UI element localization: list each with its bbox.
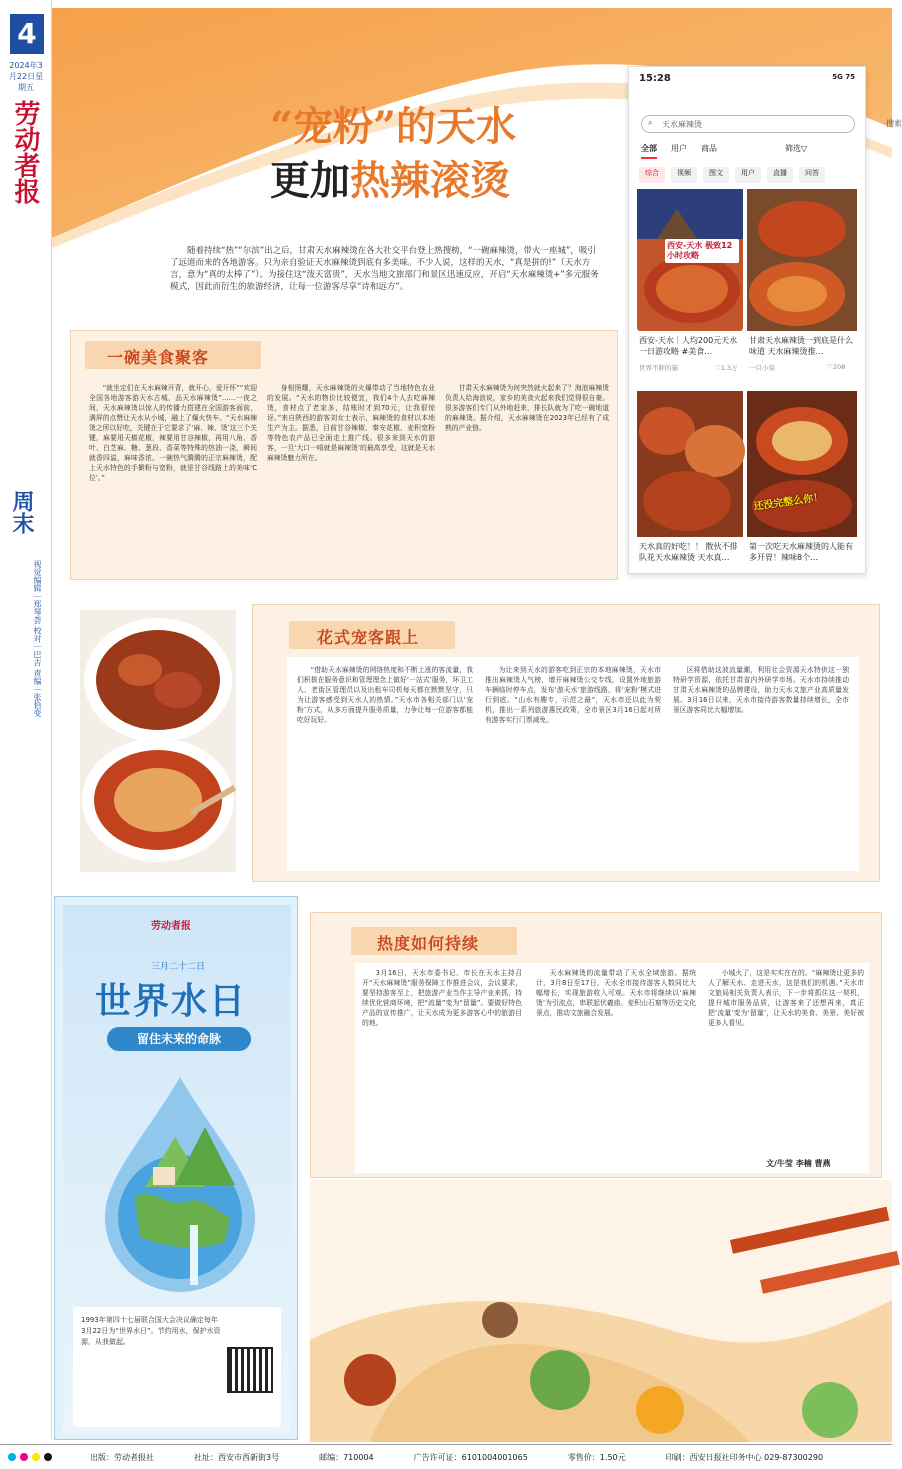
section-1: [70, 330, 618, 580]
search-text: 天水麻辣烫: [662, 120, 702, 129]
section-2-title: 花式宠客跟上: [317, 628, 420, 647]
poster-globe-illustration: [95, 1067, 265, 1297]
tile-2-author: 一只小柒: [749, 364, 775, 372]
post-tile-1[interactable]: [637, 189, 743, 331]
search-button[interactable]: 搜索: [886, 119, 902, 128]
tile-1-like-count: 1.3万: [720, 364, 738, 372]
phone-time: 15:28: [639, 73, 671, 84]
article-byline: 文/牛莹 李楠 曹燕: [766, 1159, 831, 1168]
footer-address: 社址：西安市西新街3号: [194, 1452, 280, 1462]
search-icon: ⌕: [648, 118, 653, 127]
section-3-col-1: 3月16日，天水市委书记、市长在天水主持召开“天水麻辣烫”服务保障工作推进会议，会议要求，要坚持游客至上，把旅游产业当作主导产业来抓，持续优化营商环境，把“流量”变为“留量”。要做好特色产品的宣传推广，让天水成为更多游客心中的旅游目的地。: [362, 969, 522, 1027]
section-1-col-2: 身相照耀，天水麻辣烫的火爆带动了当地特色农业的发展。“天水的物价比较便宜，我们4个人去吃麻辣烫，食材点了老家多，结账时才到70元，让我很惊讶。”来自陕西的游客刘女士表示，麻辣烫的食材以本地生产为主。据悉，目前甘谷辣椒、秦安花椒、麦积宽粉等特色农产品已全面走上推广线。很多来到天水的游客，一旦‘大口一啃就是麻辣烫’的最高享受，这就是天水麻辣烫魅力所在。: [267, 384, 435, 462]
paper-logo: 劳动者报: [10, 100, 40, 204]
black-dot: [44, 1453, 52, 1461]
poster-note: 1993年第四十七届联合国大会决议确定每年3月22日为“世界水日”。节约用水，保护水资源，从我做起。: [81, 1316, 221, 1346]
qr-icon[interactable]: [227, 1347, 273, 1393]
tile-2-likes: [827, 363, 845, 371]
headline-part-1: “宠粉”的天水: [270, 103, 517, 150]
tile-4-caption: 第一次吃天水麻辣烫的人能有多开胃！辣味8个…: [749, 542, 853, 562]
food-illustration-image: [310, 1180, 892, 1442]
headline-line-2: [270, 154, 620, 208]
section-1-title: 一碗美食聚客: [107, 348, 210, 367]
section-name: 周末: [9, 490, 34, 534]
tile-2-image: [747, 189, 857, 331]
footer-publisher: 出版：劳动者报社: [90, 1452, 154, 1462]
phone-tabs: [641, 143, 861, 159]
footer-license: 广告许可证：6101004001065: [413, 1452, 528, 1462]
footer-printer: 印刷：西安日报社印务中心 029-87300290: [665, 1452, 824, 1462]
issue-date: 2024年3月22日星期五: [8, 61, 44, 92]
headline-prefix: 更加: [270, 157, 350, 204]
section-1-col-1: “就坐定们在天水麻辣开背，就开心，爱开怀”“欢迎全国各地游客游天水古城，品天水麻辣烫”……一夜之间，天水麻辣烫以惊人的传播力搭建在全国游客面前，满屏的点赞让天水从小城，融上了爆火快车。“天水麻辣烫之所以好吃，关键在于它要求了‘麻、辣、烫’这三个关键，麻要用天椒花椒，辣要用甘谷辣椒，再用八角、香叶、白芝麻、糖、葱段、香菜等特殊的热油一浇，瞬间就香四溢，麻味香浓。一碗热气腾腾的正宗麻辣烫，配上天水特色的手擀粉与宽粉，就是甘谷线路上的美味‘C位’。”: [89, 384, 257, 482]
filter-label: 筛选: [785, 144, 801, 153]
filter-button[interactable]: [785, 143, 807, 159]
section-3-col-2: 天水麻辣烫的流量带动了天水全域旅游。据统计，3月8日至17日，天水全市接待游客人数同比大幅增长，实现旅游收入可观。天水市将继续以‘麻辣烫’为引流点，串联起伏羲庙、麦积山石窟等历史文化景点，推动文旅融合发展。: [536, 969, 696, 1017]
yellow-dot: [32, 1453, 40, 1461]
filter-icon: ▽: [801, 144, 808, 153]
tile-2-like-count: 208: [832, 363, 846, 371]
tab-goods[interactable]: 商品: [701, 144, 717, 153]
tab-users[interactable]: 用户: [671, 144, 687, 153]
food-photo: [80, 610, 236, 872]
editor-credits: 视觉编辑｜郑琴荟 校对｜巴吉 责编｜张恰变: [33, 560, 42, 718]
section-2-col-3: 区将借助这波流量潮，利用社会资源天水特供这一独特研学资源，依托甘肃省内外研学市场。天水市持续推动甘肃天水麻辣烫的品牌建设，助力天水文旅产业高质量发展。3月16日以来，天水市接待游客数量持续增长，全市景区游客同比大幅增加。: [673, 666, 849, 714]
tile-4-badge: 还没完整么你！: [752, 492, 824, 513]
section-3-title: 热度如何持续: [377, 934, 480, 953]
world-water-day-poster: [54, 896, 298, 1440]
tile-1-caption: 西安-天水｜人均200元天水一日游攻略 #美食…: [639, 336, 738, 356]
footer-price: 零售价：1.50元: [567, 1452, 626, 1462]
phone-chips: [639, 167, 861, 183]
chip-comprehensive[interactable]: 综合: [639, 167, 665, 183]
tile-1-likes: [715, 363, 738, 372]
phone-screenshot: [628, 66, 902, 574]
section-3-col-3: 小城火了，这是实实在在的。“麻辣烫让更多的人了解天水、走进天水，这是我们的机遇。”天水市文旅局相关负责人表示，下一步将抓住这一契机，提升城市服务品质，让游客来了还想再来，真正把‘流量’变为‘留量’，让天水的美食、美景、美好被更多人看见。: [708, 969, 864, 1027]
heart-icon: ♡: [827, 363, 833, 371]
poster-brand: 劳动者报: [151, 921, 191, 932]
poster-title: 世界水日: [95, 980, 248, 1022]
article-intro: 随着持续“热”“尔滨”出之后，甘肃天水麻辣烫在各大社交平台登上热搜榜，“一碗麻辣烫，带火一座城”，吸引了远道而来的各地游客。只为亲自验证天水麻辣烫到底有多美味。不少人说，这样的天水，“真是拼的!”（天水方言，意为“真的太棒了”）。为接住这“泼天富贵”，天水当地文旅部门和景区迅速反应，开启“天水麻辣烫+”多元服务模式，因此而衍生的旅游经济，让每一位游客尽享“诗和远方”。: [170, 246, 599, 292]
chip-video[interactable]: 视频: [671, 167, 697, 183]
post-tile-3[interactable]: [637, 391, 743, 537]
magenta-dot: [20, 1453, 28, 1461]
page-footer: [0, 1444, 892, 1469]
drop-icon: [95, 1067, 265, 1297]
chip-qa[interactable]: 问答: [799, 167, 825, 183]
section-2: [252, 604, 880, 882]
cyan-dot: [8, 1453, 16, 1461]
bottom-food-illustration: [310, 1180, 892, 1442]
chip-user[interactable]: 用户: [735, 167, 761, 183]
tile-1-badge: 西安-天水 极致12小时攻略: [665, 239, 739, 263]
post-tile-4[interactable]: [747, 391, 857, 537]
poster-date: 三月二十二日: [151, 962, 206, 972]
heart-icon: ♡: [715, 364, 721, 372]
tab-all[interactable]: 全部: [641, 143, 657, 159]
page-number: 4: [10, 14, 44, 54]
color-registration-dots: [8, 1453, 52, 1461]
tile-3-image: [637, 391, 743, 537]
chip-text[interactable]: 图文: [703, 167, 729, 183]
chip-live[interactable]: 直播: [767, 167, 793, 183]
tile-3-caption: 天水真的好吃！！ 散伙不排队花天水麻辣烫 天水真…: [639, 542, 738, 562]
masthead-strip: [0, 0, 52, 1440]
section-2-col-1: “借助天水麻辣烫的网络热度和不断上涨的客流量，我们积极在服务意识和管理理念上做好‘一站式’服务，环卫工人、老街区管理员以及出租车司机每天都在默默坚守，只为让游客感受到天水人的热情。”天水市各相关部门以‘宠粉’方式，从多方面提升服务质量，力争让每一位游客都能吃好玩好。: [297, 666, 473, 724]
tile-2-caption: 甘肃天水麻辣烫一到底是什么味道 天水麻辣烫推…: [749, 336, 853, 356]
food-photo-image: [80, 610, 236, 872]
headline-line-1: [270, 100, 620, 154]
tile-1-author: 世界不胖的猫: [639, 364, 678, 372]
headline-highlight: 热辣滚烫: [350, 157, 510, 204]
post-tile-2[interactable]: [747, 189, 857, 331]
section-2-col-2: 为让来到天水的游客吃到正宗的本地麻辣烫，天水市推出麻辣烫人气榜，增开麻辣烫公交专线，设置外地旅游车辆临时停车点，发布‘游天水’旅游线路，将‘宠粉’模式进行到底。“山水有趣专，示范之最”，天水市还以此为契机，推出一系列旅游惠民政策，全市景区3月16日起对所有游客实行门票减免。: [485, 666, 661, 724]
footer-postcode: 邮编：710004: [319, 1452, 374, 1462]
search-input[interactable]: [641, 115, 902, 133]
section-1-col-3: 甘肃天水麻辣烫为何突然就火起来了？海浪麻辣烫负责人给海浪说，家乡的美食火起来我们觉得很自豪。很多游客们专门从外地赶来，排长队就为了吃一碗地道的麻辣烫。据介绍，天水麻辣烫在2023年已经有了成熟的产业链。: [445, 384, 609, 432]
poster-subtitle: 留住未来的命脉: [107, 1027, 251, 1051]
tile-4-image: [747, 391, 857, 537]
phone-signal: 5G 75: [832, 73, 855, 81]
article-headline: [270, 100, 620, 208]
phone-status-bar: [629, 67, 865, 89]
